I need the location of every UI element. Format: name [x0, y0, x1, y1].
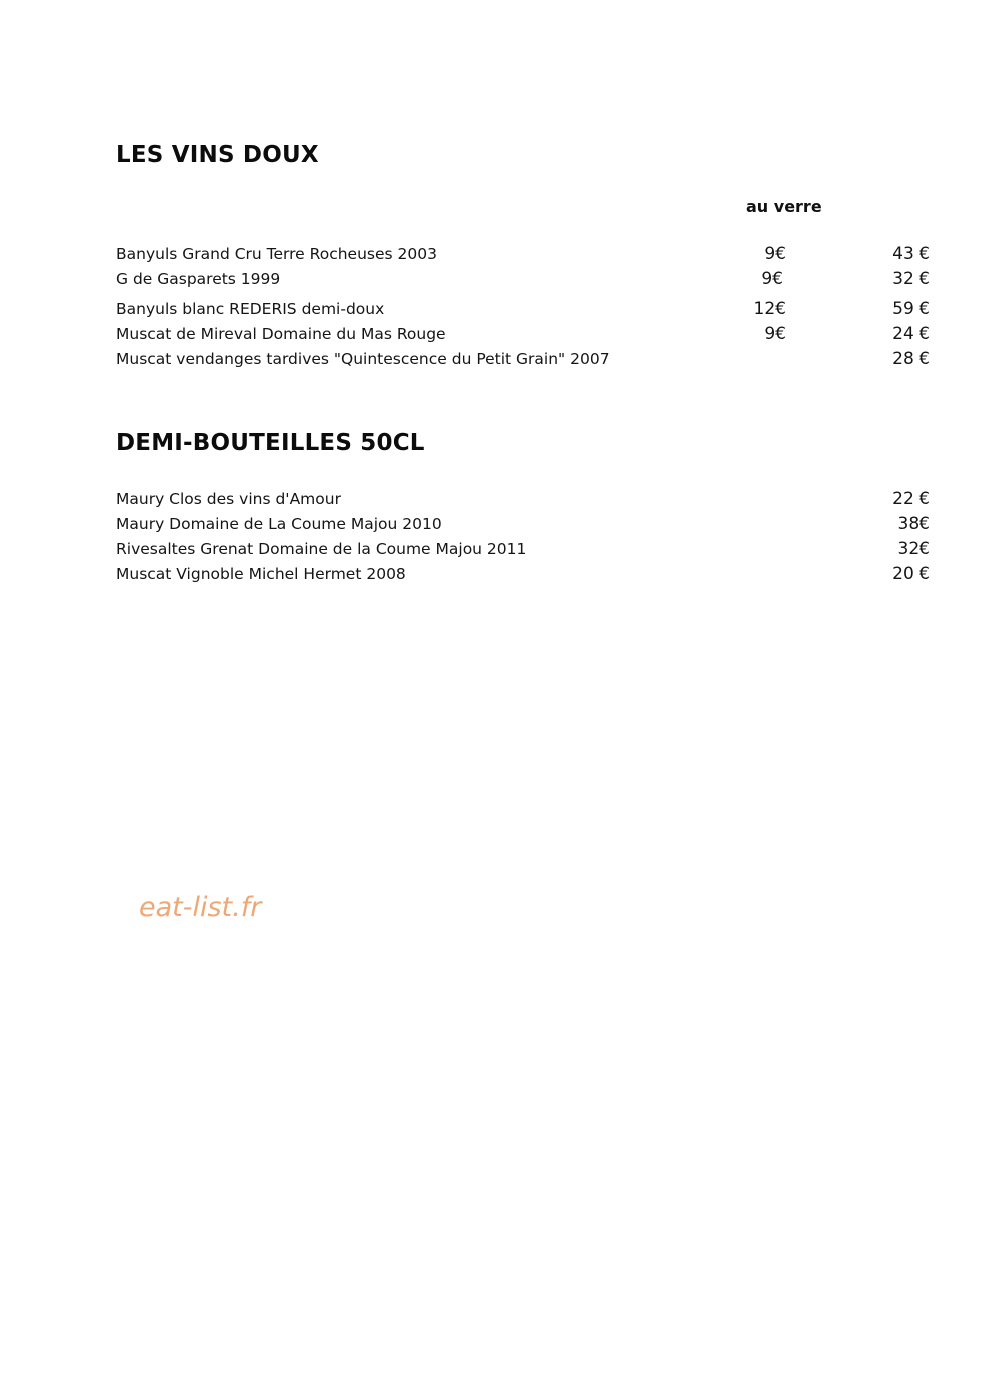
item-bottle-price: 22 €: [892, 489, 930, 509]
item-name: Muscat Vignoble Michel Hermet 2008: [116, 565, 406, 583]
section-title-vins-doux: LES VINS DOUX: [116, 142, 319, 168]
item-bottle-price: 43 €: [892, 244, 930, 264]
item-glass-price: 9€: [764, 244, 786, 264]
item-name: G de Gasparets 1999: [116, 270, 281, 288]
menu-item: [116, 513, 930, 535]
item-name: Muscat de Mireval Domaine du Mas Rouge: [116, 325, 446, 343]
menu-item: [116, 268, 930, 290]
item-bottle-price: 20 €: [892, 564, 930, 584]
item-bottle-price: 32€: [897, 539, 930, 559]
menu-item: [116, 563, 930, 585]
watermark: eat-list.fr: [139, 892, 262, 923]
menu-item: [116, 538, 930, 560]
item-bottle-price: 32 €: [892, 269, 930, 289]
menu-item: [116, 323, 930, 345]
column-header-glass: au verre: [746, 197, 822, 216]
menu-item: [116, 243, 930, 265]
item-glass-price: 12€: [753, 299, 786, 319]
item-name: Maury Clos des vins d'Amour: [116, 490, 341, 508]
item-glass-price: 9€: [761, 269, 783, 289]
item-name: Banyuls blanc REDERIS demi-doux: [116, 300, 385, 318]
menu-item: [116, 488, 930, 510]
item-name: Maury Domaine de La Coume Majou 2010: [116, 515, 442, 533]
item-bottle-price: 59 €: [892, 299, 930, 319]
item-bottle-price: 38€: [897, 514, 930, 534]
item-name: Muscat vendanges tardives "Quintescence du Petit Grain" 2007: [116, 350, 610, 368]
item-bottle-price: 28 €: [892, 349, 930, 369]
section-title-demi-bouteilles: DEMI-BOUTEILLES 50CL: [116, 430, 425, 456]
item-name: Rivesaltes Grenat Domaine de la Coume Majou 2011: [116, 540, 527, 558]
item-name: Banyuls Grand Cru Terre Rocheuses 2003: [116, 245, 437, 263]
menu-item: [116, 348, 930, 370]
item-bottle-price: 24 €: [892, 324, 930, 344]
item-glass-price: 9€: [764, 324, 786, 344]
menu-item: [116, 298, 930, 320]
